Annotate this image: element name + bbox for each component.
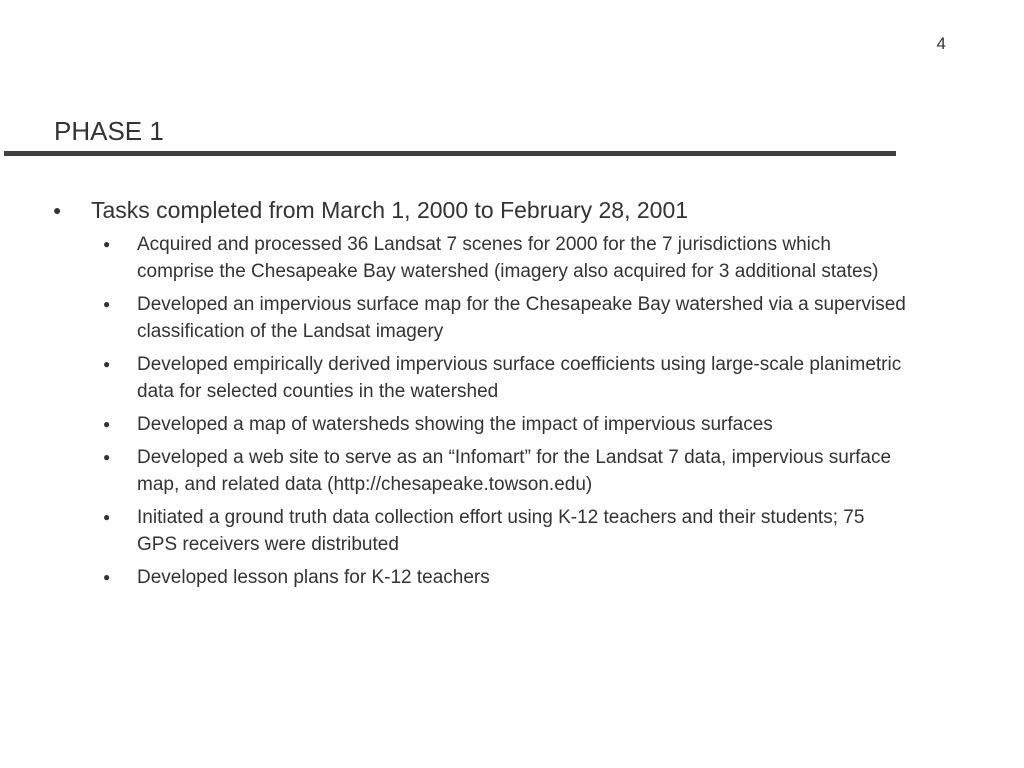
sub-bullet-text: Developed empirically derived impervious surface coefficients using large-scale planimetric data for selected counties in the watershed (137, 354, 902, 402)
sub-bullet-item (0, 351, 907, 405)
bullet-icon: ● (53, 202, 62, 218)
sub-bullet-item (0, 411, 907, 438)
sub-bullet-text: Developed a map of watersheds showing the impact of impervious surfaces (137, 414, 773, 435)
main-bullet-text: Tasks completed from March 1, 2000 to February 28, 2001 (91, 197, 689, 223)
bullet-icon: ● (103, 357, 111, 371)
page-number: 4 (936, 34, 946, 53)
slide-title: PHASE 1 (54, 116, 164, 146)
sub-bullet-item (0, 231, 907, 285)
sub-bullet-text: Initiated a ground truth data collection effort using K-12 teachers and their students; 75 GPS receivers were distributed (137, 507, 865, 555)
slide-content (0, 193, 1024, 597)
sub-bullet-item (0, 564, 907, 591)
sub-bullet-item (0, 444, 907, 498)
bullet-icon: ● (103, 450, 111, 464)
sub-bullet-text: Acquired and processed 36 Landsat 7 scenes for 2000 for the 7 jurisdictions which comprise the Chesapeake Bay watershed (imagery also acquired for 3 additional states) (137, 234, 879, 282)
bullet-icon: ● (103, 417, 111, 431)
sub-bullet-list (0, 231, 1024, 591)
bullet-icon: ● (103, 510, 111, 524)
sub-bullet-text: Developed an impervious surface map for the Chesapeake Bay watershed via a supervised classification of the Landsat imagery (137, 294, 906, 342)
title-underline-rule (4, 151, 896, 156)
bullet-icon: ● (103, 297, 111, 311)
sub-bullet-item (0, 504, 907, 558)
sub-bullet-text: Developed a web site to serve as an “Infomart” for the Landsat 7 data, impervious surface map, and related data (http://chesapeake.towson.edu) (137, 447, 892, 495)
bullet-icon: ● (103, 570, 111, 584)
bullet-icon: ● (103, 237, 111, 251)
main-bullet-item (0, 193, 1024, 227)
sub-bullet-text: Developed lesson plans for K-12 teachers (137, 567, 490, 588)
sub-bullet-item (0, 291, 907, 345)
